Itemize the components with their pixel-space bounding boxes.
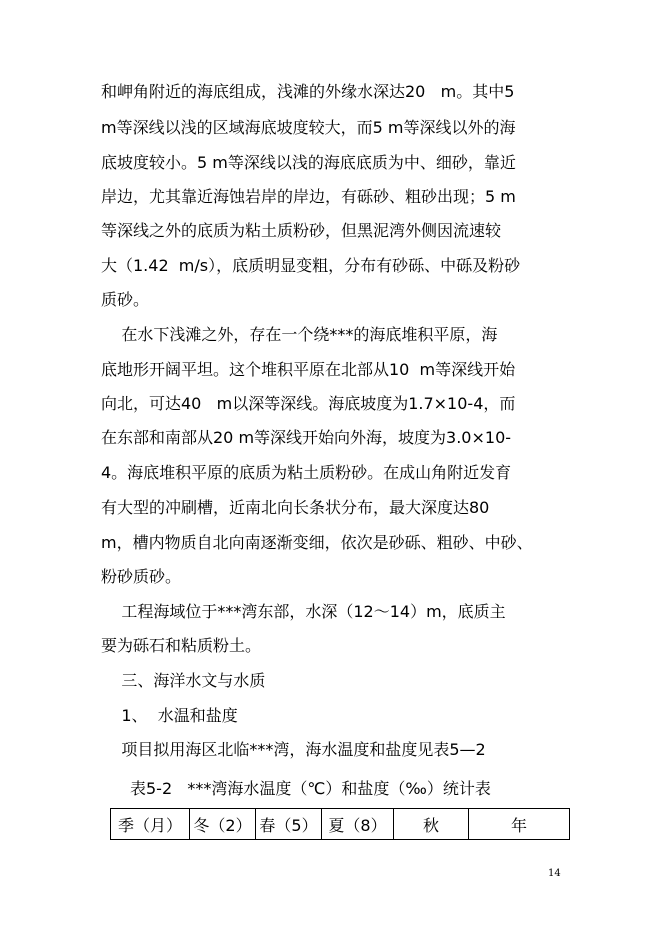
paragraph-1-line-5: 等深线之外的底质为粘土质粉砂，但黑泥湾外侧因流速较 — [101, 221, 502, 240]
paragraph-3-line-2: 要为砾石和粘质粉土。 — [101, 636, 262, 655]
paragraph-2-line-5: 4。海底堆积平原的底质为粘土质粉砂。在成山角附近发育 — [101, 463, 512, 482]
table-header-row — [111, 809, 570, 840]
table-caption: 表5-2 ***湾海水温度（℃）和盐度（‰）统计表 — [130, 779, 491, 798]
paragraph-2-line-6: 有大型的冲刷槽，近南北向长条状分布，最大深度达80 — [101, 498, 490, 517]
table-header-cell-season: 季（月） — [111, 809, 190, 840]
paragraph-1-line-7: 质砂。 — [101, 290, 150, 309]
paragraph-1-line-6: 大（1.42 m/s），底质明显变粗，分布有砂砾、中砾及粉砂 — [101, 256, 521, 275]
table-header-cell-summer: 夏（8） — [322, 809, 394, 840]
paragraph-1-line-1: 和岬角附近的海底组成，浅滩的外缘水深达20 m。其中5 — [101, 82, 515, 101]
paragraph-1-line-3: 底坡度较小。5 m等深线以浅的海底底质为中、细砂，靠近 — [101, 153, 516, 172]
paragraph-2-line-8: 粉砂质砂。 — [101, 567, 182, 586]
statistics-table — [110, 808, 570, 840]
paragraph-2-line-2: 底地形开阔平坦。这个堆积平原在北部从10 m等深线开始 — [101, 360, 516, 379]
table-header-cell-autumn: 秋 — [394, 809, 469, 840]
paragraph-2-line-1: 在水下浅滩之外，存在一个绕***的海底堆积平原，海 — [101, 325, 498, 344]
paragraph-2-line-7: m，槽内物质自北向南逐渐变细，依次是砂砾、粗砂、中砂、 — [101, 533, 533, 552]
intro-sentence: 项目拟用海区北临***湾，海水温度和盐度见表5—2 — [101, 740, 486, 759]
paragraph-1-line-2: m等深线以浅的区域海底坡度较大，而5 m等深线以外的海 — [101, 118, 516, 137]
paragraph-2-line-4: 在东部和南部从20 m等深线开始向外海，坡度为3.0×10- — [101, 428, 512, 447]
subsection-heading: 1、 水温和盐度 — [101, 706, 238, 725]
table-header-cell-year: 年 — [469, 809, 570, 840]
paragraph-2-line-3: 向北，可达40 m以深等深线。海底坡度为1.7×10-4，而 — [101, 394, 516, 413]
paragraph-1-line-4: 岸边，尤其靠近海蚀岩岸的岸边，有砾砂、粗砂出现；5 m — [101, 187, 516, 206]
paragraph-3-line-1: 工程海域位于***湾东部，水深（12～14）m，底质主 — [101, 602, 506, 621]
table-header-cell-winter: 冬（2） — [190, 809, 256, 840]
section-heading: 三、海洋水文与水质 — [101, 671, 266, 690]
table-header-cell-spring: 春（5） — [256, 809, 322, 840]
page-number: 14 — [548, 868, 561, 879]
